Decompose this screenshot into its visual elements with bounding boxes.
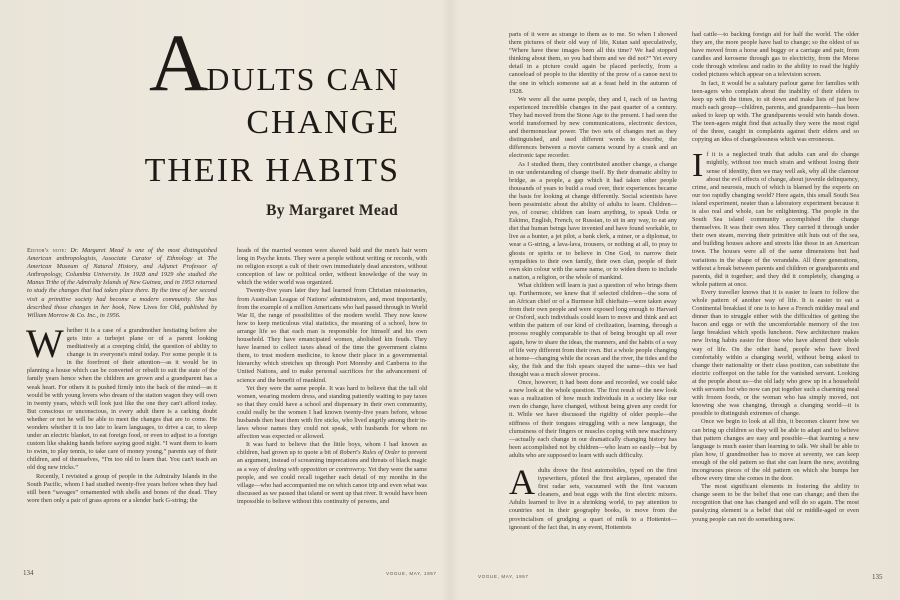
paragraph: As I studied them, they contributed another change, a change in our understanding of change itself. By their dramatic ability to bridge, as a people, a gap which it had taken other people thousands of years to build a road over, their experiences became the basis for looking at change differently. Social scientists have been pessimistic about the ability of adults to learn. Children—yes, of course; children can learn anything, to speak Urdu or Eskimo, English, French, or Russian, to sit in any way, to eat any diet that human beings have invented and have found workable, to live as a hunter, a jet pilot, a bank clerk, a miner, or a diplomat, to wear a G-string, a lava-lava, trousers, or nothing at all, to pray to ghosts or spirits or to believe in One God, to narrow their sympathies to their own family, their own clan, people of their own skin colour with the same name, or to widen them to include a nation, a religion, or the whole of mankind. <box>509 160 677 281</box>
drop-cap: A <box>509 461 535 502</box>
paragraph: Once, however, it had been done and recorded, we could take a new look at the whole question. The first result of the new look was a realization of how much individuals in a society like our own do change, have changed, without being given any credit for it. While we have discussed the rigidity of older people—the stiffness of their tongues struggling with a new language, the clumsiness of their fingers or muscles coping with new machinery—actually each change in our dramatically changing history has been accomplished not by children—who learn so easily—but by adults who are supposed to learn with such difficulty. <box>509 379 677 459</box>
right-column-1 <box>509 31 677 532</box>
paragraph: What children will learn is just a question of who brings them up. Furthermore, we knew that if selected children—the sons of an African chief or of a Burmese hill chieftain—were taken away from their own people and were exposed long enough to Harvard or Oxford, such individuals could learn to move and think and act within the pattern of our kind of civilization, learning, through a process roughly comparable to that of being brought up all over again, how to share the ideas, the manners, and the habits of a way of life very different from their own. But a whole people changing at home—changing while the ocean and the river, the tides and the sky, the fish and the fish spears stayed the same—this we had thought was a much slower process. <box>509 281 677 378</box>
paragraph: Every traveller knows that it is easier to learn to follow the whole pattern of another way of life. It is easier to eat a Continental breakfast if one is to have a French midday meal and dinner than to struggle either with the difficulties of getting the bacon and eggs or with the uncomfortable memory of the too large breakfast which spoils luncheon. New architecture makes new living habits easier for those who have altered their whole way of life. On the other hand, people who have lived comfortably within a changing world, without being asked to change their nationality or their class position, can substitute the electric coffeepot on the table for the vanished servant. Looking at the people about us—the old lady who grew up in a household with servants but who now can put together such a charming meal with frozen foods, or the woman who has simply moved, not knowing she was changing, through a changing world—it is possible to distinguish extremes of change. <box>692 288 859 418</box>
editor-note: Editor's note: Dr. Margaret Mead is one of the most distinguished American anthropologists, Associate Curator of Ethnology at The American Museum of Natural History, and Adjunct Professor of Anthropology, Columbia University. In 1928 and 1929 she studied the Manus Tribe of the Admiralty Islands of New Guinea, and in 1953 returned to study the changes that had taken place there. By the time of her second visit a primitive society had become a modern community. She has described those changes in her book, New Lives for Old, published by William Morrow & Co. Inc., in 1956. <box>27 247 218 319</box>
book-title: New Lives for Old, <box>128 303 182 311</box>
paragraph: The most significant elements in fostering the ability to change seem to be the belief that one can change; and then the recognition that one has changed and will do so again. The most paralyzing element is a belief that old or middle-aged or even young people can not do something new. <box>692 483 859 523</box>
running-footer: VOGUE, MAY, 1957 <box>386 571 437 576</box>
left-column-1 <box>27 247 217 505</box>
paragraph: We were all the same people, they and I, each of us having experienced incredible changes in the past quarter of a century. They had moved from the Stone Age to the present. I had seen the world transformed by new communications, electronic devices, and thermonuclear power. The two sets of changes met as they distinguished, and used different words to describe, the differences between a movie camera wound by a crank and an electronic tape recorder. <box>509 95 677 160</box>
paragraph: heads of the married women were shaved bald and the men's hair worn long in Psyche knots. They were a people without writing or records, with no religion except a cult of their own immediately dead ancestors, without conception of law or political order, without knowledge of the way in which the wider world was organized. <box>237 247 427 287</box>
paragraph: parts of it were as strange to them as to me. So when I showed them pictures of their old way of life, Kutan said speculatively, “Where have these images been all this time? We had stopped thinking about them, so you had them and we did not?” Yet every detail in a picture could again be placed perfectly, from a canoeload of people to the identity of the prow of a canoe next to the one in which someone sat at a feast held in the autumn of 1928. <box>509 31 677 95</box>
running-footer: VOGUE, MAY, 1957 <box>478 574 529 579</box>
byline: By Margaret Mead <box>266 202 398 219</box>
paragraph: Yet they were the same people. It was hard to believe that the tall old women, wearing modern dress, and standing patiently waiting to pay taxes so that they could have a school and dispensary in their own community, could really be the women I had known twenty-five years before, whose husbands then beat them with fire sticks, who lived angrily among their in-laws whose names they could not speak, with husbands for whom no affection was expected or allowed. <box>237 384 427 441</box>
paragraph: Recently, I revisited a group of people in the Admiralty Islands in the South Pacific, whom I had studied twenty-five years before when they had still been “savages” ornamented with shells and bones of the dead. They wore then only a pair of grass aprons or a slender bark G-string; the <box>27 472 217 504</box>
paragraph: Once we begin to look at all this, it becomes clearer how we can bring up children so they will be able to adapt and to believe that pattern changes are easy and possible—that learning a new language is much easier than learning to talk. We shall be able to plan how, if grandmother has to move at seventy, we can keep enough of the old pattern so that she can learn the new, avoiding incongruous pieces of the old pattern on which she bumps her elbow every time she comes in the door. <box>692 418 859 483</box>
page-number: 135 <box>872 573 883 581</box>
paragraph: If it is a neglected truth that adults can and do change mightily, without too much strain and without losing their sense of identity, then we may well ask, why all the clamour about the evil effects of change, about juvenile delinquency, crime, and neurosis, much of which is blamed by the experts on our too rapidly changing world? Here again, this small South Sea island experiment, neater than a laboratory experiment because it is also real and whole, can be enlightening. The people in the South Sea island community accomplished the change themselves. It was their own idea. They carried it through under their own steam, moving their primitive stilt huts out of the sea, and building houses ashore and streets like those in an American town. The houses were all of the same dimensions but had variations in the shape of the verandahs. All three generations, without a break between parents and children or grandparents and parents, did it together; and they did it completely, changing a whole pattern at once. <box>692 147 859 288</box>
title-line-1-rest: DULTS CAN <box>206 61 400 97</box>
paragraph: It was hard to believe that the little boys, whom I had known as children, had grown up to quote a bit of Robert's Rules of Order to prevent an argument, instead of screaming imprecations and threats of black magic as a way of dealing with opposition or controversy. Yet they were the same people, and we could recall together each detail of my months in the village—who had accompanied me on which canoe trip and even what was discussed as we passed that island or went up that river. It would have been impossible to believe without this continuity of persons, and <box>237 441 427 505</box>
title-initial: A <box>149 17 207 108</box>
title-line-2: CHANGE <box>246 103 400 141</box>
left-column-2 <box>237 247 427 506</box>
article-title <box>120 17 400 189</box>
title-line-3: THEIR HABITS <box>144 151 400 189</box>
page-number: 134 <box>23 569 34 577</box>
editor-note-label: Editor's note: <box>27 247 67 254</box>
paragraph: had cattle—to backing foreign aid for half the world. The older they are, the more people have had to change; so the oldest of us have moved from a horse and buggy or a carriage and pair, from candles and kerosene through gas to electricity, from the Morse code through wireless and radio to the ability to read the highly coded pictures which appear on a television screen. <box>692 31 859 79</box>
paragraph: Adults drove the first automobiles, typed on the first typewriters, piloted the first airplanes, operated the first radar sets, vacuumed with the first vacuum cleaners, and beat eggs with the first electric mixers. Adults learned to live in a shrinking world, to pay attention to countries not in their geography books, to move from the provincialism of grudging a quart of milk to a Hottentot—ignorant of the fact that, in any event, Hottentots <box>509 461 677 531</box>
drop-cap: I <box>692 147 704 185</box>
paragraph: Twenty-five years later they had learned from Christian missionaries, from Australian League of Nations' administrators, and, most importantly, from the example of a million Americans who had passed through in World War II, the range of possibilities of the modern world. They now know how to keep meticulous vital statistics, the meaning of a school, how to arrange life so that each man is responsible for himself and his own household. They have emancipated women, abolished kin feuds. They have learned to collect taxes ahead of the time the government claims them, to trust modern medicine, to know their place in a governmental hierarchy which stretches up through Port Moresby and Canberra to the United Nations, and to make personal sacrifices for the advancement of science and the benefit of mankind. <box>237 287 427 384</box>
paragraph: Whether it is a case of a grandmother hesitating before she gets into a turbojet plane or of a parent looking meditatively at a creeping child, the question of ability to change is in everyone's mind today. For some people it is in the forefront of their attention—as it would be in planning a house which can be converted or rebuilt to suit the state of the family years hence when the children are grown and a grandparent has a weak heart. For others it is pushed firmly into the back of the mind—as it would be with young lovers who dream of the station wagon they will own in twenty years, which will look just like the one they can't afford today. But conscious or unconscious, in every adult there is a carking doubt whether or not he will be able to meet the changes that are to come. He wonders whether it is too late to learn languages, to drive a car, to sleep under an electric blanket, to eat foreign food, or even to adjust to a foreign custom like shaking hands before saying good night. “I want them to learn to swim, to play tennis, to take care of money young,” parents say of their children, and of themselves, “I'm too old to learn that. You can't teach an old dog new tricks.” <box>26 320 217 472</box>
title-line-1 <box>120 17 400 108</box>
paragraph: In fact, it would be a salutary parlour game for families with teen-agers who complain about the inability of their elders to keep up with the times, to sit down and make lists of just how much each group—children, parents, and grandparents—has been asked to keep up with. The grandparents would win hands down. The teen-agers might find that actually they were the most rigid of the three, caught in complaints against their elders and so copying an idea of changelessness which was erroneous. <box>692 79 859 144</box>
drop-cap: W <box>26 320 64 366</box>
right-column-2 <box>692 31 859 524</box>
